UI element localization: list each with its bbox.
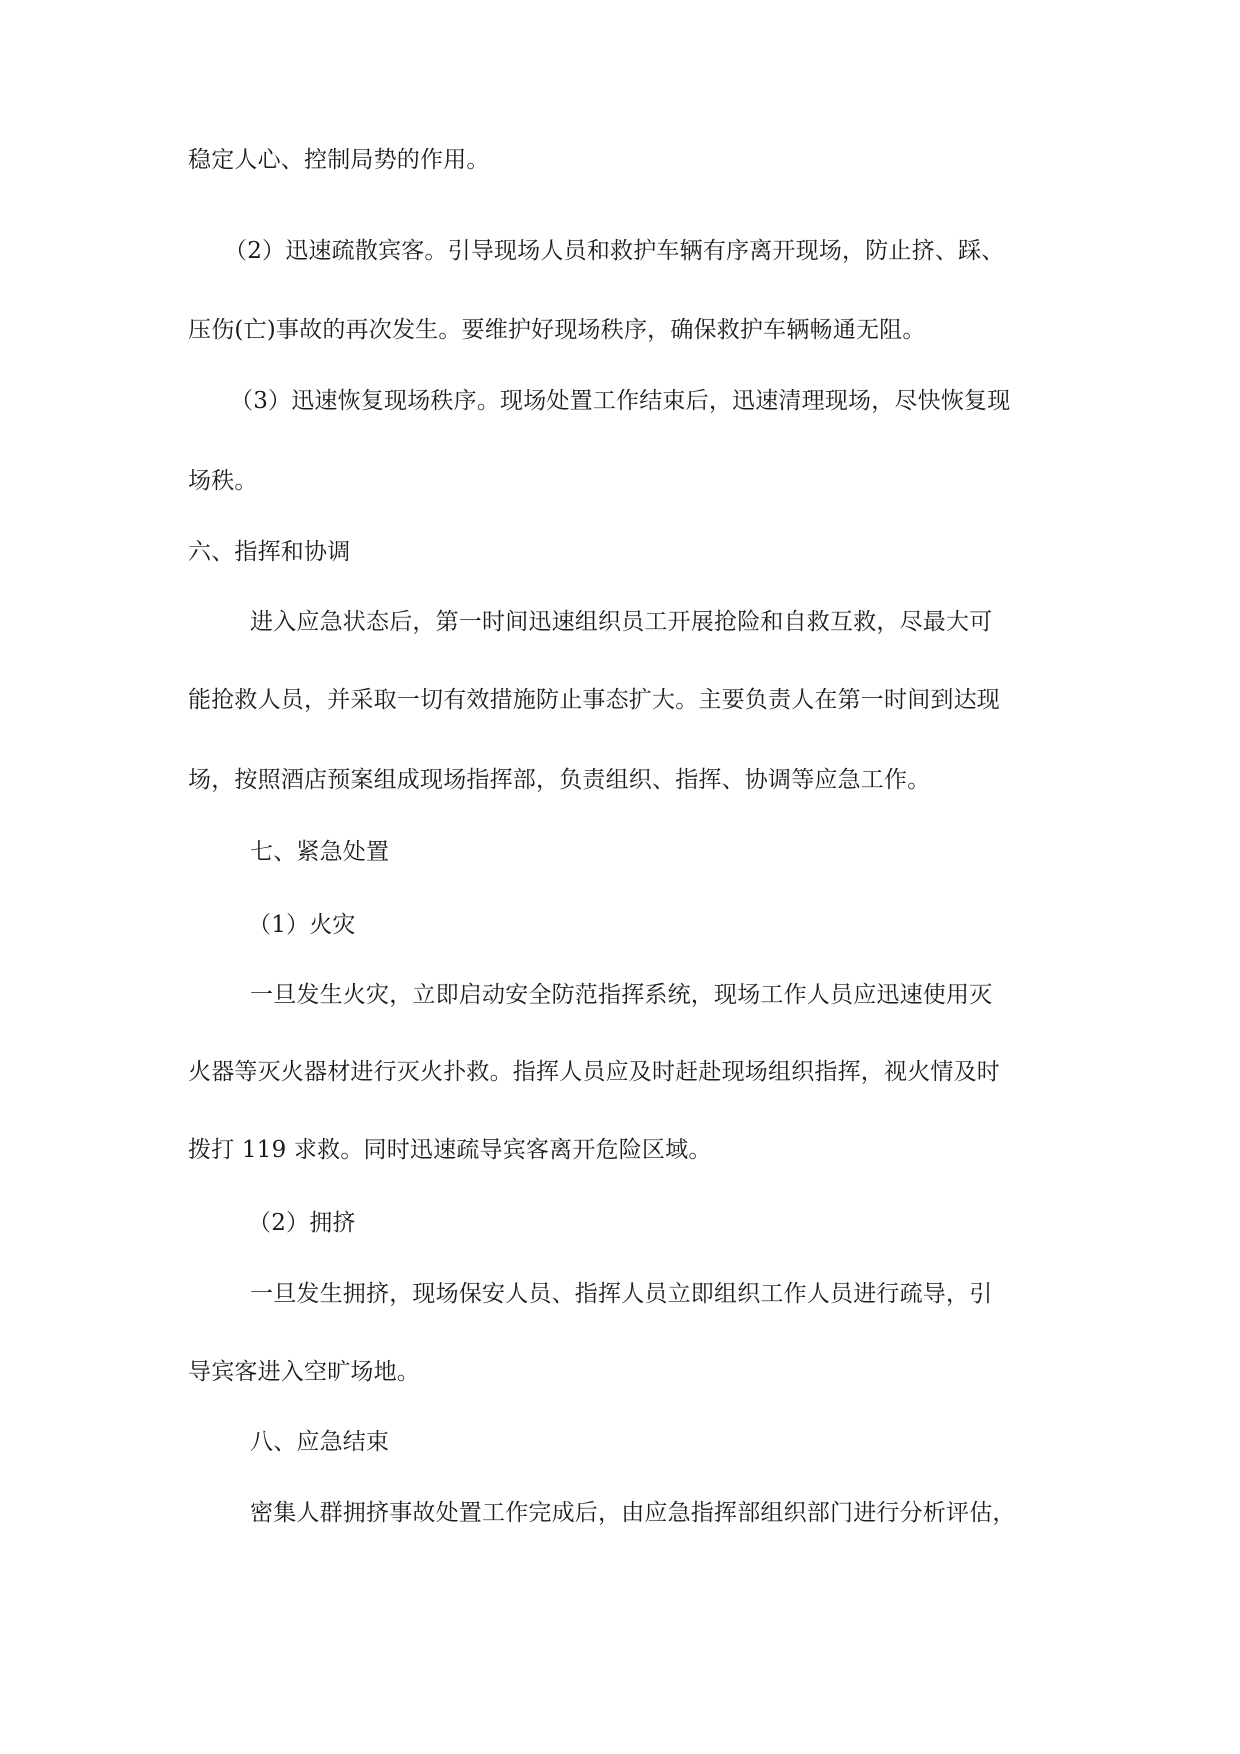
subsection-heading: （1）火灾	[248, 912, 356, 938]
paragraph-line: 场秩。	[188, 468, 258, 494]
section-heading: 八、应急结束	[250, 1429, 390, 1455]
paragraph-line: 一旦发生拥挤，现场保安人员、指挥人员立即组织工作人员进行疏导，引	[250, 1281, 993, 1307]
paragraph-line: 密集人群拥挤事故处置工作完成后，由应急指挥部组织部门进行分析评估，	[250, 1500, 1016, 1526]
paragraph-line: 火器等灭火器材进行灭火扑救。指挥人员应及时赶赴现场组织指挥，视火情及时	[188, 1059, 1000, 1085]
section-heading: 七、紧急处置	[250, 839, 390, 865]
paragraph-line: 进入应急状态后，第一时间迅速组织员工开展抢险和自救互救，尽最大可	[250, 609, 993, 635]
paragraph-line: 能抢救人员，并采取一切有效措施防止事态扩大。主要负责人在第一时间到达现	[188, 687, 1000, 713]
paragraph-line: 导宾客进入空旷场地。	[188, 1359, 420, 1385]
section-heading: 六、指挥和协调	[188, 539, 351, 565]
paragraph-line: 稳定人心、控制局势的作用。	[188, 147, 490, 173]
paragraph-line: 拨打 119 求救。同时迅速疏导宾客离开危险区域。	[188, 1137, 712, 1163]
paragraph-line: （3）迅速恢复现场秩序。现场处置工作结束后，迅速清理现场，尽快恢复现	[230, 388, 1011, 414]
paragraph-line: 压伤(亡)事故的再次发生。要维护好现场秩序，确保救护车辆畅通无阻。	[188, 317, 926, 343]
paragraph-line: 一旦发生火灾，立即启动安全防范指挥系统，现场工作人员应迅速使用灭	[250, 982, 993, 1008]
paragraph-line: 场，按照酒店预案组成现场指挥部，负责组织、指挥、协调等应急工作。	[188, 767, 931, 793]
paragraph-line: （2）迅速疏散宾客。引导现场人员和救护车辆有序离开现场，防止挤、踩、	[224, 238, 1005, 264]
subsection-heading: （2）拥挤	[248, 1210, 356, 1236]
